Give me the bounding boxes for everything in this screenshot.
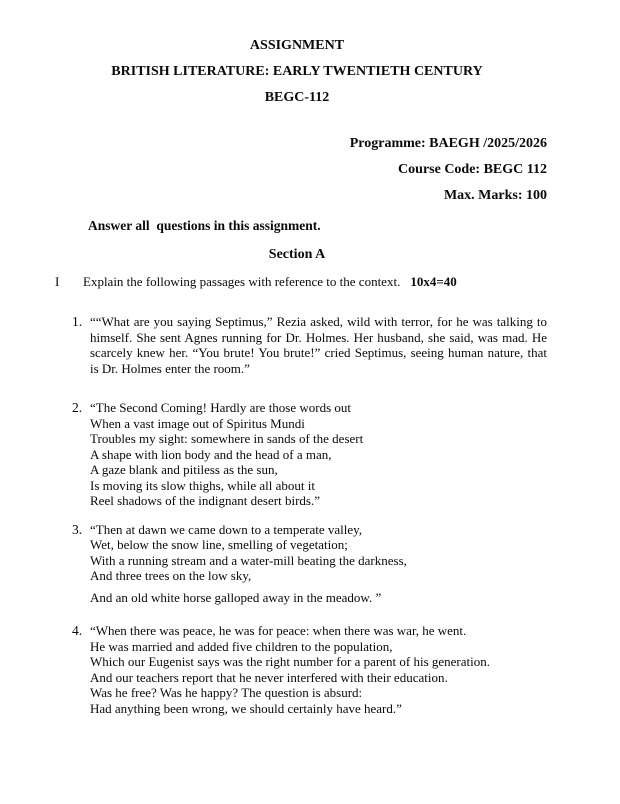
verse-line: Is moving its slow thighs, while all about it xyxy=(90,477,315,493)
passage-list xyxy=(72,314,547,716)
verse-line: “When there was peace, he was for peace: when there was war, he went. xyxy=(90,623,467,638)
programme-line: Programme: BAEGH /2025/2026 xyxy=(349,136,547,151)
verse-line: “Then at dawn we came down to a temperate valley, xyxy=(90,521,363,537)
course-title: BRITISH LITERATURE: EARLY TWENTIETH CENTURY xyxy=(111,64,483,79)
question-text: Explain the following passages with reference to the context. xyxy=(83,274,401,289)
verse-line: A shape with lion body and the head of a man, xyxy=(90,446,332,462)
max-marks-line: Max. Marks: 100 xyxy=(443,188,547,203)
verse-line: Was he free? Was he happy? The question is absurd: xyxy=(90,685,363,700)
passage-item-4 xyxy=(72,623,547,716)
verse-line: And our teachers report that he never interfered with their education. xyxy=(90,669,448,685)
passage-verse xyxy=(90,400,547,509)
passage-number: 3. xyxy=(72,521,83,537)
verse-line: A gaze blank and pitiless as the sun, xyxy=(90,462,278,477)
verse-line: He was married and added five children to the population, xyxy=(90,638,393,654)
passage-item-3 xyxy=(72,522,547,606)
verse-line: “The Second Coming! Hardly are those words out xyxy=(90,400,352,415)
verse-line: Which our Eugenist says was the right number for a parent of his generation. xyxy=(90,654,490,669)
verse-line: Troubles my sight: somewhere in sands of the desert xyxy=(90,431,364,446)
verse-line: And three trees on the low sky, xyxy=(90,568,252,583)
question-marks: 10x4=40 xyxy=(410,274,457,289)
passage-number: 2. xyxy=(72,400,83,415)
verse-line: When a vast image out of Spiritus Mundi xyxy=(90,415,305,431)
passage-item-1 xyxy=(72,314,547,376)
instruction-text: Answer all questions in this assignment. xyxy=(88,218,321,233)
verse-line: Reel shadows of the indignant desert birds.” xyxy=(90,493,320,508)
passage-verse xyxy=(90,522,547,606)
passage-item-2 xyxy=(72,400,547,509)
assignment-title: ASSIGNMENT xyxy=(249,38,345,53)
verse-line: Had anything been wrong, we should certainly have heard.” xyxy=(90,700,402,716)
passage-text: ““What are you saying Septimus,” Rezia asked, wild with terror, for he was talking to himself. She sent Agnes running for Dr. Holmes. Her husband, she said, was mad. He scarcely knew her. “You brute! You brute!” cried Septimus, seeing human nature, that is Dr. Holmes enter the room.” xyxy=(90,314,547,376)
passage-number: 1. xyxy=(72,314,83,329)
question-row xyxy=(55,274,547,290)
verse-line: And an old white horse galloped away in the meadow. ” xyxy=(90,589,382,605)
passage-number: 4. xyxy=(72,623,83,638)
document-header xyxy=(47,33,547,111)
course-code-title: BEGC-112 xyxy=(264,90,330,105)
passage-verse xyxy=(90,623,547,716)
question-numeral: I xyxy=(55,274,60,289)
meta-block xyxy=(47,131,547,209)
verse-line: With a running stream and a water-mill beating the darkness, xyxy=(90,552,407,568)
section-heading: Section A xyxy=(268,247,326,262)
course-code-line: Course Code: BEGC 112 xyxy=(398,162,547,177)
verse-line: Wet, below the snow line, smelling of vegetation; xyxy=(90,537,348,552)
